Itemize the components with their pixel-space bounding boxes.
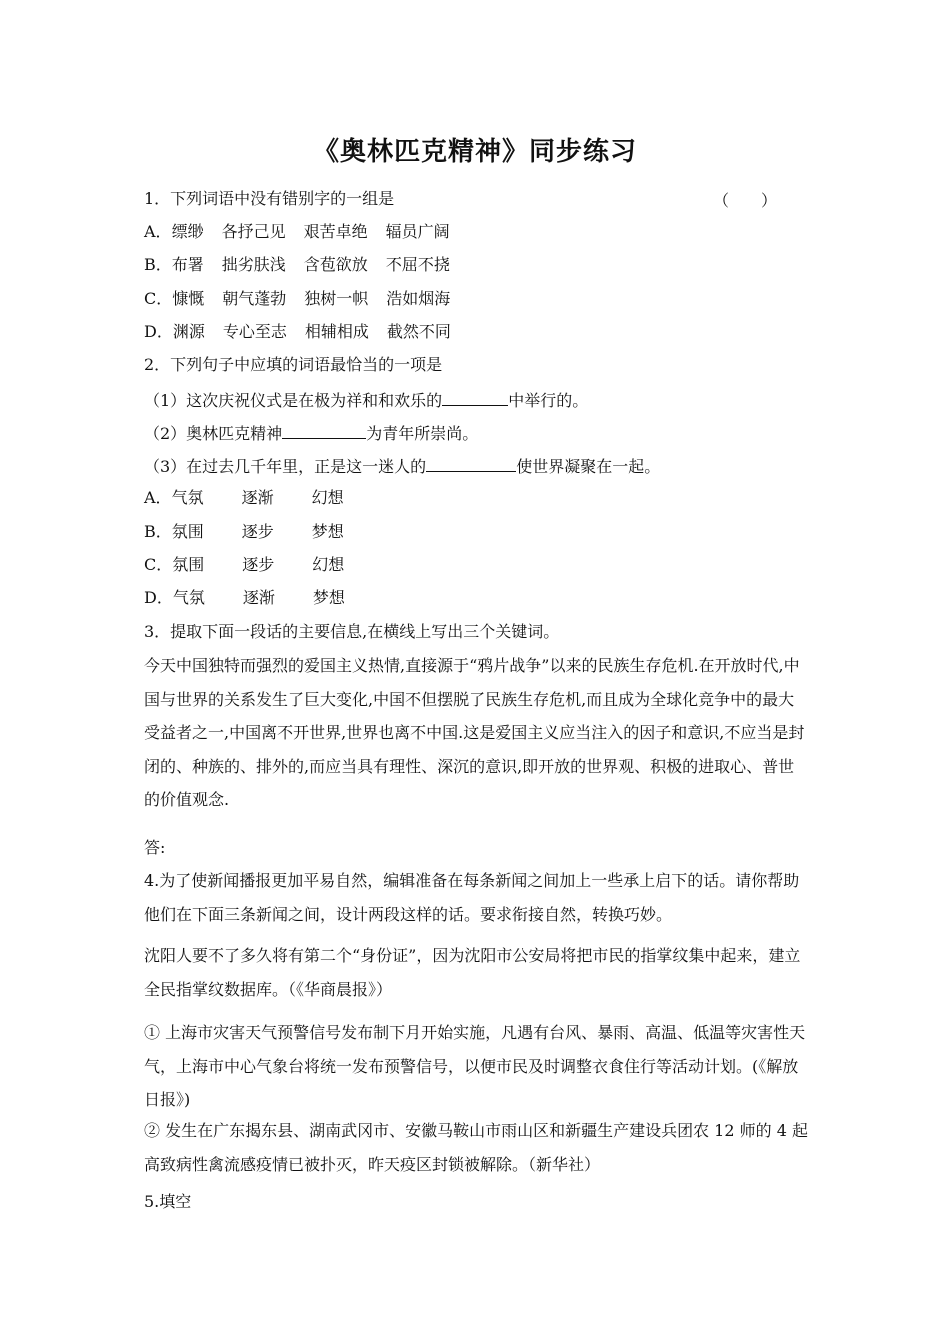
q1-option-b: B．布署 拙劣肤浅 含苞欲放 不屈不挠 [144, 255, 450, 274]
q1-stem: 1．下列词语中没有错别字的一组是 [144, 189, 395, 208]
q4-stem: 4.为了使新闻播报更加平易自然，编辑准备在每条新闻之间加上一些承上启下的话。请你帮助他们在下面三条新闻之间，设计两段这样的话。要求衔接自然，转换巧妙。 [144, 871, 800, 924]
q4-news-2: ② 发生在广东揭东县、湖南武冈市、安徽马鞍山市雨山区和新疆生产建设兵团农 12 师的 4 起高致病性禽流感疫情已被扑灭，昨天疫区封锁被解除。（新华社） [144, 1121, 808, 1174]
q1-answer-paren: （ ） [713, 191, 778, 210]
q1-option-d: D．渊源 专心至志 相辅相成 截然不同 [144, 322, 451, 341]
q3-passage: 今天中国独特而强烈的爱国主义热情,直接源于“鸦片战争”以来的民族生存危机.在开放时代,中国与世界的关系发生了巨大变化,中国不但摆脱了民族生存危机,而且成为全球化竞争中的最大受益者之一,中国离不开世界,世界也离不中国.这是爱国主义应当注入的因子和意识,不应当是封闭的、种族的、排外的,而应当具有理性、深沉的意识,即开放的世界观、积极的进取心、普世的价值观念. [144, 656, 805, 809]
q1-option-c: C．慷慨 朝气蓬勃 独树一帜 浩如烟海 [144, 289, 451, 308]
q5-stem: 5.填空 [144, 1192, 192, 1211]
q1-option-a: A．缥缈 各抒己见 艰苦卓绝 辐员广阔 [144, 222, 450, 241]
fill-blank [282, 421, 366, 439]
q2-sentence-1: （1）这次庆祝仪式是在极为祥和和欢乐的 中举行的。 [144, 388, 588, 412]
q2-option-a: A．气氛 逐渐 幻想 [144, 488, 344, 507]
fill-blank [442, 388, 508, 406]
page-title: 《奥林匹克精神》同步练习 [312, 137, 637, 167]
q2-option-b: B．氛围 逐步 梦想 [144, 522, 344, 541]
q2-option-c: C．氛围 逐步 幻想 [144, 555, 345, 574]
q3-answer-label: 答: [144, 838, 166, 857]
fill-blank [426, 454, 516, 472]
q3-stem: 3．提取下面一段话的主要信息,在横线上写出三个关键词。 [144, 622, 560, 641]
q4-news-1: ① 上海市灾害天气预警信号发布制下月开始实施，凡遇有台风、暴雨、高温、低温等灾害性天气，上海市中心气象台将统一发布预警信号，以便市民及时调整衣食住行等活动计划。(《解放日报》) [144, 1023, 806, 1109]
q4-news-0: 沈阳人要不了多久将有第二个“身份证”，因为沈阳市公安局将把市民的指掌纹集中起来，建立全民指掌纹数据库。（《华商晨报》） [144, 946, 801, 999]
q2-sentence-3: （3）在过去几千年里，正是这一迷人的 使世界凝聚在一起。 [144, 454, 660, 478]
q2-option-d: D．气氛 逐渐 梦想 [144, 588, 345, 607]
q2-stem: 2．下列句子中应填的词语最恰当的一项是 [144, 355, 443, 374]
q2-sentence-2: （2）奥林匹克精神 为青年所崇尚。 [144, 421, 478, 445]
